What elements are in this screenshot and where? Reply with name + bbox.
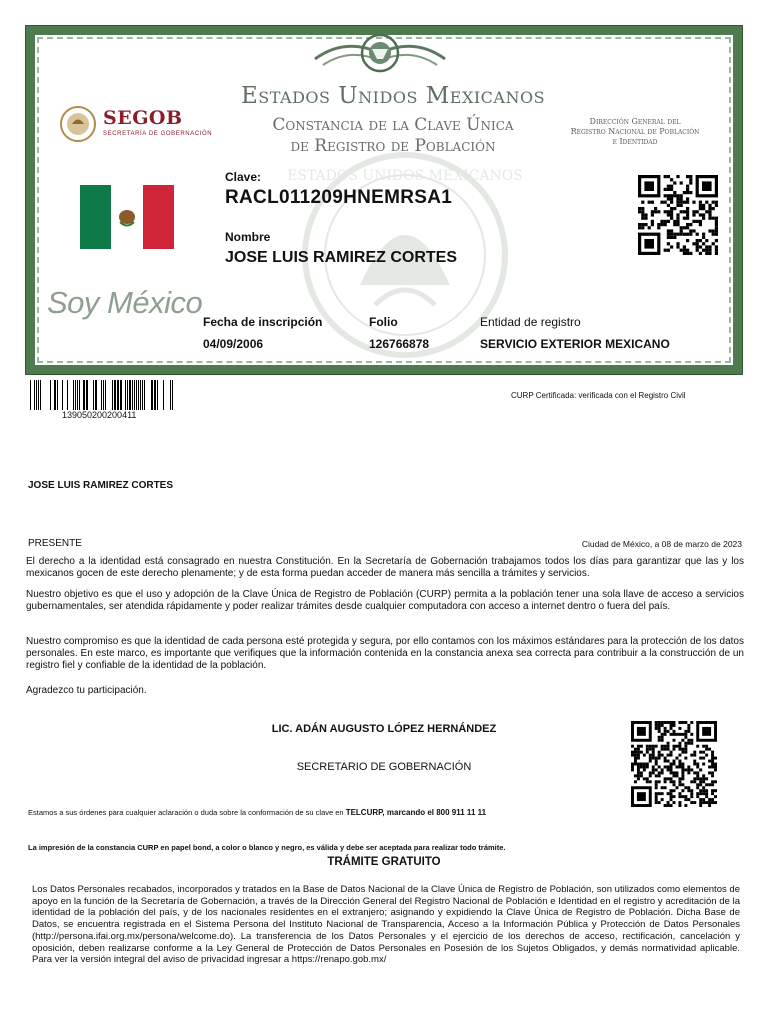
curp-certificada-text: CURP Certificada: verificada con el Registro Civil — [511, 391, 686, 400]
bond-paper-notice: La impresión de la constancia CURP en papel bond, a color o blanco y negro, es válida y debe ser aceptada para realizar todo trámite. — [28, 843, 506, 852]
document-title: Estados Unidos Mexicanos — [240, 83, 546, 109]
direccion-general-text — [555, 117, 715, 147]
segob-subtitle: SECRETARÍA DE GOBERNACIÓN — [103, 131, 213, 137]
segob-logo — [59, 105, 219, 145]
direccion-general-line3: e Identidad — [612, 137, 658, 146]
signature-qr-code-icon — [631, 720, 717, 808]
telcurp-phone: TELCURP, marcando el 800 911 11 11 — [345, 808, 487, 817]
entidad-registro-label: Entidad de registro — [480, 315, 581, 329]
signer-name: LIC. ADÁN AUGUSTO LÓPEZ HERNÁNDEZ — [271, 723, 497, 735]
contact-text — [28, 808, 486, 817]
contact-text-plain: Estamos a sus órdenes para cualquier aclaración o duda sobre la conformación de su clave en — [28, 808, 346, 817]
presente-text: PRESENTE — [28, 538, 82, 549]
barcode-number: 139050200200411 — [62, 410, 137, 420]
letter-paragraph-1: El derecho a la identidad está consagrado en nuestra Constitución. En la Secretaría de Gobernación trabajamos todos los días para garantizar que las y los mexicanos gocen de este derecho plenamente; y de esta forma puedan acceder de manera más sencilla a trámites y servicios. — [26, 556, 744, 579]
place-date-text: Ciudad de México, a 08 de marzo de 2023 — [581, 539, 742, 549]
letter-paragraph-4: Agradezco tu participación. — [26, 685, 147, 696]
nombre-value: JOSE LUIS RAMIREZ CORTES — [225, 249, 458, 266]
document-subtitle-line2: de Registro de Población — [290, 136, 496, 156]
clave-label: Clave: — [225, 170, 262, 184]
letter-paragraph-3: Nuestro compromiso es que la identidad de cada persona esté protegida y segura, por ello contamos con los máximos estándares para la protección de los datos personales. En este marco, es importante que verifiques que la información contenida en la constancia anexa sea correcta para contribuir a la construcción de un registro fiel y confiable de la identidad de la población. — [26, 636, 744, 671]
clave-value: RACL011209HNEMRSA1 — [225, 187, 453, 208]
soy-mexico-slogan: Soy México — [47, 285, 203, 320]
national-emblem-icon — [305, 29, 455, 77]
direccion-general-line1: Dirección General del — [589, 117, 681, 126]
letter-paragraph-2: Nuestro objetivo es que el uso y adopción de la Clave Única de Registro de Población (CURP) permita a la población tener una sola llave de acceso a servicios gubernamentales, ser atendida rápidamente y poder realizar trámites desde cualquier computadora con acceso a internet dentro o fuera del país. — [26, 589, 744, 612]
addressee-name: JOSE LUIS RAMIREZ CORTES — [28, 480, 174, 491]
mexican-flag-icon — [80, 185, 174, 249]
tramite-gratuito-heading: TRÁMITE GRATUITO — [327, 856, 441, 868]
nombre-label: Nombre — [225, 230, 271, 244]
watermark-text: ESTADOS UNIDOS MEXICANOS — [287, 168, 523, 184]
folio-value: 126766878 — [369, 337, 430, 351]
fecha-inscripcion-label: Fecha de inscripción — [203, 315, 323, 329]
curp-certificate-card — [26, 26, 742, 374]
entidad-registro-value: SERVICIO EXTERIOR MEXICANO — [480, 337, 670, 351]
signer-title: SECRETARIO DE GOBERNACIÓN — [296, 761, 472, 773]
qr-code-icon — [638, 175, 718, 255]
segob-name: SEGOB — [103, 107, 183, 129]
privacy-notice: Los Datos Personales recabados, incorporados y tratados en la Base de Datos Nacional de la Clave Única de Registro de Población, son utilizados como elementos de apoyo en la función de la Secretaría de Gobernación, a través de la Dirección General del Registro Nacional de Población e Identidad en el registro y acreditación de la identidad de la población del país, y de los nacionales residentes en el extranjero; asignando y expidiendo la Clave Única de Registro de Población. Dicha Base de Datos, se encuentra registrada en el Sistema Persona del Instituto Nacional de Transparencia, Acceso a la Información Pública y Protección de Datos Personales (http://persona.ifai.org.mx/persona/welcome.do). La transferencia de los Datos Personales y el ejercicio de los derechos de acceso, rectificación, cancelación y oposición, deben realizarse conforme a la Ley General de Protección de Datos Personales en Posesión de los Sujetos Obligados, y demás normatividad aplicable. Para ver la versión integral del aviso de privacidad ingresar a https://renapo.gob.mx/ — [32, 884, 740, 966]
document-subtitle-line1: Constancia de la Clave Única — [272, 115, 514, 135]
segob-seal-icon — [59, 105, 97, 143]
fecha-inscripcion-value: 04/09/2006 — [203, 337, 264, 351]
flag-eagle-icon — [111, 185, 143, 249]
folio-label: Folio — [369, 315, 398, 329]
barcode-icon — [30, 380, 180, 410]
direccion-general-line2: Registro Nacional de Población — [570, 127, 700, 136]
